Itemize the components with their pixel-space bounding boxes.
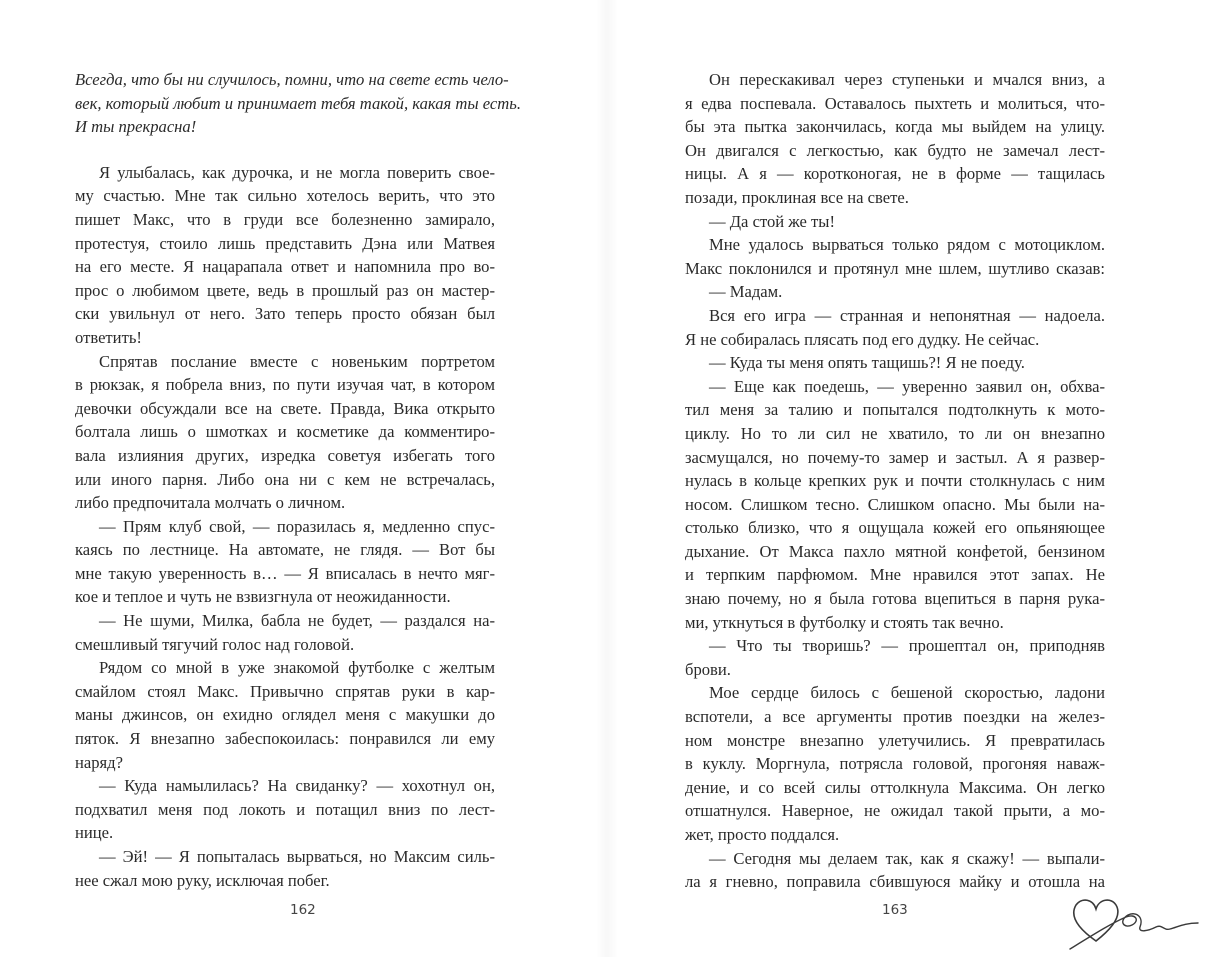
text-line: пяток. Я внезапно забеспокоилась: понравился ли ему xyxy=(75,729,495,749)
text-line: ски увильнул от него. Зато теперь просто обязан был xyxy=(75,304,495,324)
text-line: подхватил меня под локоть и потащил вниз по лест- xyxy=(75,799,495,819)
text-line: ницы. А я — коротконогая, не в форме — тащилась xyxy=(685,164,1105,184)
text-line: — Да стой же ты! xyxy=(709,211,835,231)
text-line: я едва поспевала. Оставалось пыхтеть и молиться, что- xyxy=(685,93,1105,113)
text-line: нулась в кольце крепких рук и почти столкнулась с ним xyxy=(685,471,1105,491)
text-line: Вся его игра — странная и непонятная — надоела. xyxy=(709,305,1105,325)
text-line: — Прям клуб свой, — поразилась я, медленно спус- xyxy=(99,516,495,536)
text-line: нее сжал мою руку, исключая побег. xyxy=(75,870,330,890)
text-line: смайлом стоял Макс. Привычно спрятав руки в кар- xyxy=(75,681,495,701)
text-line: носом. Слишком тесно. Слишком опасно. Мы были на- xyxy=(685,494,1105,514)
right-page-text xyxy=(685,68,1105,894)
text-line: Мне удалось вырваться только рядом с мотоциклом. xyxy=(709,235,1105,255)
text-line: протестуя, стоило лишь представить Дэна или Матвея xyxy=(75,233,495,253)
page-number: 162 xyxy=(290,902,316,918)
text-line: вспотели, а все аргументы против поездки на желез- xyxy=(685,707,1105,727)
text-line: дение, и со всей силы оттолкнула Максима. Он легко xyxy=(685,777,1105,797)
text-line: ответить! xyxy=(75,327,142,347)
text-line: — Эй! — Я попыталась вырваться, но Максим силь- xyxy=(99,847,495,866)
text-line: нице. xyxy=(75,823,114,843)
text-line: вала излияния других, изредка советуя избегать того xyxy=(75,445,495,465)
text-line: столько близко, что я ощущала кожей его опьяняющее xyxy=(685,518,1105,538)
text-line: — Куда ты меня опять тащишь?! Я не поеду. xyxy=(709,353,1025,373)
text-line: дыхание. От Макса пахло мятной конфетой, бензином xyxy=(685,541,1105,561)
text-line: мне такую уверенность в… — Я вписалась в нечто мяг- xyxy=(75,563,495,583)
text-line: циклу. Но то ли сил не хватило, то ли он внезапно xyxy=(685,423,1105,443)
text-line: отшатнулся. Наверное, не ожидал такой прыти, а мо- xyxy=(685,801,1105,821)
text-line: ном монстре внезапно улетучились. Я превратилась xyxy=(685,730,1105,750)
text-line: тил меня за талию и попытался подтолкнуть к мото- xyxy=(685,400,1105,420)
text-line: ми, уткнуться в футболку и стоять так вечно. xyxy=(685,612,1004,632)
text-line: в куклу. Моргнула, потрясла головой, прогоняя наваж- xyxy=(685,754,1105,774)
text-line: прос о любимом цвете, ведь в прошлый раз он мастер- xyxy=(75,280,495,300)
epigraph-line: Всегда, что бы ни случилось, помни, что на свете есть чело- xyxy=(75,70,509,89)
text-line: девочки обсуждали все на свете. Правда, Вика открыто xyxy=(75,398,495,418)
text-line: — Мадам. xyxy=(709,282,783,302)
text-line: бы эта пытка закончилась, когда мы выйдем на улицу. xyxy=(685,117,1105,137)
text-line: пишет Макс, что в груди все болезненно замирало, xyxy=(75,209,495,229)
left-page-text xyxy=(75,68,521,892)
text-line: — Не шуми, Милка, бабла не будет, — раздался на- xyxy=(99,611,495,631)
text-line: Макс поклонился и протянул мне шлем, шутливо сказав: xyxy=(685,258,1105,278)
text-line: брови. xyxy=(685,659,731,679)
text-line: на его месте. Я нацарапала ответ и напомнила про во- xyxy=(75,257,495,277)
text-line: ла я гневно, поправила сбившуюся майку и отошла на xyxy=(685,872,1105,892)
text-line: му счастью. Мне так сильно хотелось верить, что это xyxy=(75,186,495,206)
text-line: Он двигался с легкостью, как будто не замечал лест- xyxy=(685,140,1105,160)
text-line: и терпким парфюмом. Мне нравился этот запах. Не xyxy=(685,565,1105,585)
epigraph-line: век, который любит и принимает тебя такой, какая ты есть. xyxy=(75,93,521,113)
text-line: — Еще как поедешь, — уверенно заявил он, обхва- xyxy=(709,376,1105,396)
text-line: Рядом со мной в уже знакомой футболке с желтым xyxy=(99,658,495,678)
text-line: Я не собиралась плясать под его дудку. Не сейчас. xyxy=(685,329,1040,349)
text-line: или иного парня. Либо она ни с кем не встречалась, xyxy=(75,469,495,489)
text-line: позади, проклиная все на свете. xyxy=(685,187,909,207)
text-line: Он перескакивал через ступеньки и мчался вниз, а xyxy=(709,70,1105,89)
right-page xyxy=(607,0,1214,957)
heart-signature-icon xyxy=(1066,893,1202,953)
text-line: жет, просто поддался. xyxy=(685,825,840,844)
text-line: смешливый тягучий голос над головой. xyxy=(75,634,355,654)
epigraph-line: И ты прекрасна! xyxy=(75,117,197,137)
text-line: Мое сердце билось с бешеной скоростью, ладони xyxy=(709,683,1105,703)
text-line: каясь по лестнице. На автомате, не глядя. — Вот бы xyxy=(75,540,495,560)
text-line: — Сегодня мы делаем так, как я скажу! — выпали- xyxy=(709,848,1105,868)
page-number: 163 xyxy=(882,902,908,918)
text-line: — Что ты творишь? — прошептал он, приподняв xyxy=(709,636,1105,656)
text-line: знаю почему, но я была готова вцепиться в парня рука- xyxy=(685,589,1105,609)
text-line: в рюкзак, я побрела вниз, по пути изучая чат, в котором xyxy=(75,375,495,395)
text-line: — Куда намылилась? На свиданку? — хохотнул он, xyxy=(99,776,495,796)
text-line: засмущался, но почему-то замер и застыл. А я развер- xyxy=(685,447,1105,467)
text-line: болтала лишь о шмотках и косметике да комментиро- xyxy=(75,422,495,442)
epigraph-gap xyxy=(75,139,495,161)
text-line: Я улыбалась, как дурочка, и не могла поверить свое- xyxy=(99,162,495,182)
text-line: кое и теплое и чуть не взвизгнула от неожиданности. xyxy=(75,587,451,607)
text-line: либо предпочитала молчать о личном. xyxy=(75,493,346,513)
text-line: Спрятав послание вместе с новеньким портретом xyxy=(99,351,495,371)
text-line: наряд? xyxy=(75,752,123,772)
text-line: маны джинсов, он ехидно оглядел меня с макушки до xyxy=(75,705,495,725)
